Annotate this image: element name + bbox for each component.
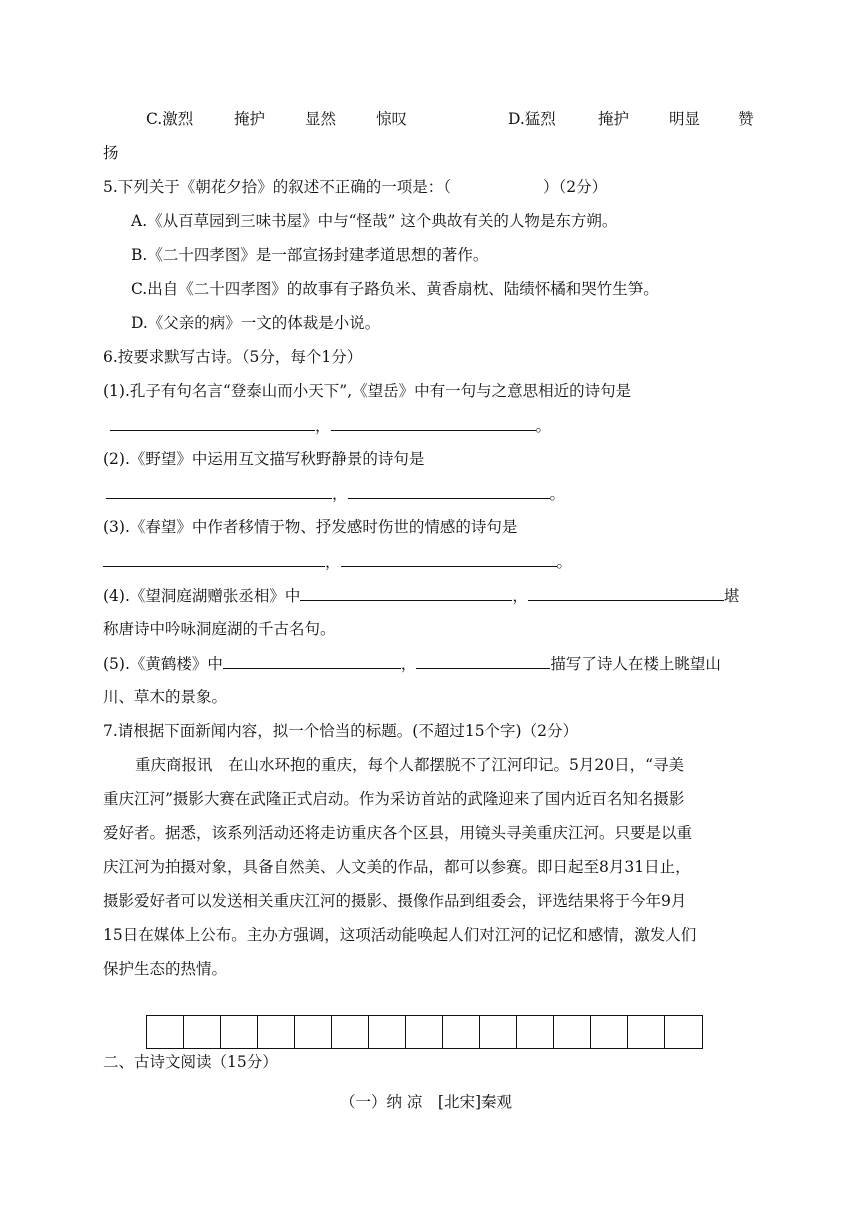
q4-c-word3: 显然	[305, 110, 337, 128]
answer-cell[interactable]	[665, 1016, 702, 1048]
q6-item-2-blanks[interactable]	[106, 482, 565, 505]
blank-4a[interactable]	[300, 584, 512, 601]
comma: ，	[315, 417, 331, 435]
blank-2b[interactable]	[348, 482, 550, 499]
answer-cell[interactable]	[517, 1016, 554, 1048]
comma: ，	[400, 655, 417, 673]
blank-1b[interactable]	[331, 414, 536, 431]
q6-item-5-tail: 描写了诗人在楼上眺望山	[550, 655, 721, 673]
title-answer-grid[interactable]	[146, 1015, 703, 1049]
section-2-heading: 二、古诗文阅读（15分）	[103, 1053, 278, 1071]
blank-3a[interactable]	[103, 550, 325, 567]
q6-item-1: (1).孔子有句名言“登泰山而小天下”,《望岳》中有一句与之意思相近的诗句是	[103, 382, 632, 400]
q7-question: 7.请根据下面新闻内容，拟一个恰当的标题。(不超过15个字)（2分）	[103, 722, 578, 740]
poem-title: （一）纳 凉 [北宋]秦观	[340, 1093, 513, 1111]
period: 。	[549, 485, 566, 503]
answer-cell[interactable]	[443, 1016, 480, 1048]
answer-cell[interactable]	[147, 1016, 184, 1048]
comma: ，	[332, 485, 348, 503]
q4-c-label: C.激烈	[146, 110, 194, 128]
comma: ，	[512, 587, 528, 605]
blank-5a[interactable]	[223, 652, 401, 669]
q6-item-3: (3).《春望》中作者移情于物、抒发感时伤世的情感的诗句是	[103, 518, 518, 536]
q6-item-5	[103, 652, 721, 675]
answer-cell[interactable]	[480, 1016, 517, 1048]
answer-cell[interactable]	[221, 1016, 258, 1048]
q5-option-b: B.《二十四孝图》是一部宣扬封建孝道思想的著作。	[131, 246, 489, 264]
q6-item-4	[103, 584, 739, 607]
blank-1a[interactable]	[110, 414, 315, 431]
q7-passage-line: 摄影爱好者可以发送相关重庆江河的摄影、摄像作品到组委会，评选结果将于今年9月	[103, 892, 687, 910]
q6-item-5-text: (5).《黄鹤楼》中	[103, 655, 223, 673]
q7-passage-line: 保护生态的热情。	[103, 960, 228, 978]
q7-passage-line: 庆江河为拍摄对象，具备自然美、人文美的作品，都可以参赛。即日起至8月31日止，	[103, 858, 691, 876]
answer-cell[interactable]	[295, 1016, 332, 1048]
q5-option-d: D.《父亲的病》一文的体裁是小说。	[131, 314, 381, 332]
answer-cell[interactable]	[554, 1016, 591, 1048]
q5-question-text: 5.下列关于《朝花夕拾》的叙述不正确的一项是：（	[103, 178, 452, 196]
period: 。	[535, 417, 552, 435]
answer-cell[interactable]	[628, 1016, 665, 1048]
blank-3b[interactable]	[341, 550, 557, 567]
period: 。	[556, 553, 573, 571]
answer-cell[interactable]	[184, 1016, 221, 1048]
blank-4b[interactable]	[528, 584, 724, 601]
q7-passage-line: 爱好者。据悉，该系列活动还将走访重庆各个区县，用镜头寻美重庆江河。只要是以重	[103, 824, 693, 842]
q4-c-word4: 惊叹	[376, 110, 408, 128]
comma: ，	[325, 553, 341, 571]
q5-option-a: A.《从百草园到三味书屋》中与“怪哉” 这个典故有关的人物是东方朔。	[131, 212, 618, 230]
blank-5b[interactable]	[416, 652, 550, 669]
q5-question	[103, 176, 607, 198]
blank-2a[interactable]	[106, 482, 332, 499]
q6-item-4-text: (4).《望洞庭湖赠张丞相》中	[103, 587, 301, 605]
q6-item-5-wrap: 川、草木的景象。	[103, 688, 228, 706]
q5-option-c: C.出自《二十四孝图》的故事有子路负米、黄香扇枕、陆绩怀橘和哭竹生笋。	[131, 280, 659, 298]
q4-option-c	[146, 108, 193, 130]
q4-option-d: D.猛烈	[508, 110, 556, 128]
q6-item-4-tail: 堪	[723, 587, 740, 605]
q4-d-wrap: 扬	[103, 144, 119, 162]
q7-passage-line: 15日在媒体上公布。主办方强调，这项活动能唤起人们对江河的记忆和感情，激发人们	[103, 926, 697, 944]
q6-item-2: (2).《野望》中运用互文描写秋野静景的诗句是	[103, 450, 425, 468]
q7-passage-line: 重庆商报讯 在山水环抱的重庆，每个人都摆脱不了江河印记。5月20日，“寻美	[135, 756, 685, 774]
q4-d-word4: 赞	[738, 110, 754, 128]
q6-question: 6.按要求默写古诗。（5分，每个1分）	[103, 348, 363, 366]
q5-question-end: ）（2分）	[543, 178, 608, 196]
answer-cell[interactable]	[369, 1016, 406, 1048]
q7-passage-line: 重庆江河”摄影大赛在武隆正式启动。作为采访首站的武隆迎来了国内近百名知名摄影	[103, 790, 685, 808]
answer-cell[interactable]	[591, 1016, 628, 1048]
answer-cell[interactable]	[406, 1016, 443, 1048]
q6-item-1-blanks[interactable]	[110, 414, 551, 437]
q6-item-4-wrap: 称唐诗中吟咏洞庭湖的千古名句。	[103, 620, 336, 638]
q4-d-word2: 掩护	[598, 110, 630, 128]
q4-d-word3: 明显	[669, 110, 701, 128]
answer-cell[interactable]	[332, 1016, 369, 1048]
q6-item-3-blanks[interactable]	[103, 550, 572, 573]
answer-cell[interactable]	[258, 1016, 295, 1048]
q4-c-word2: 掩护	[234, 110, 266, 128]
